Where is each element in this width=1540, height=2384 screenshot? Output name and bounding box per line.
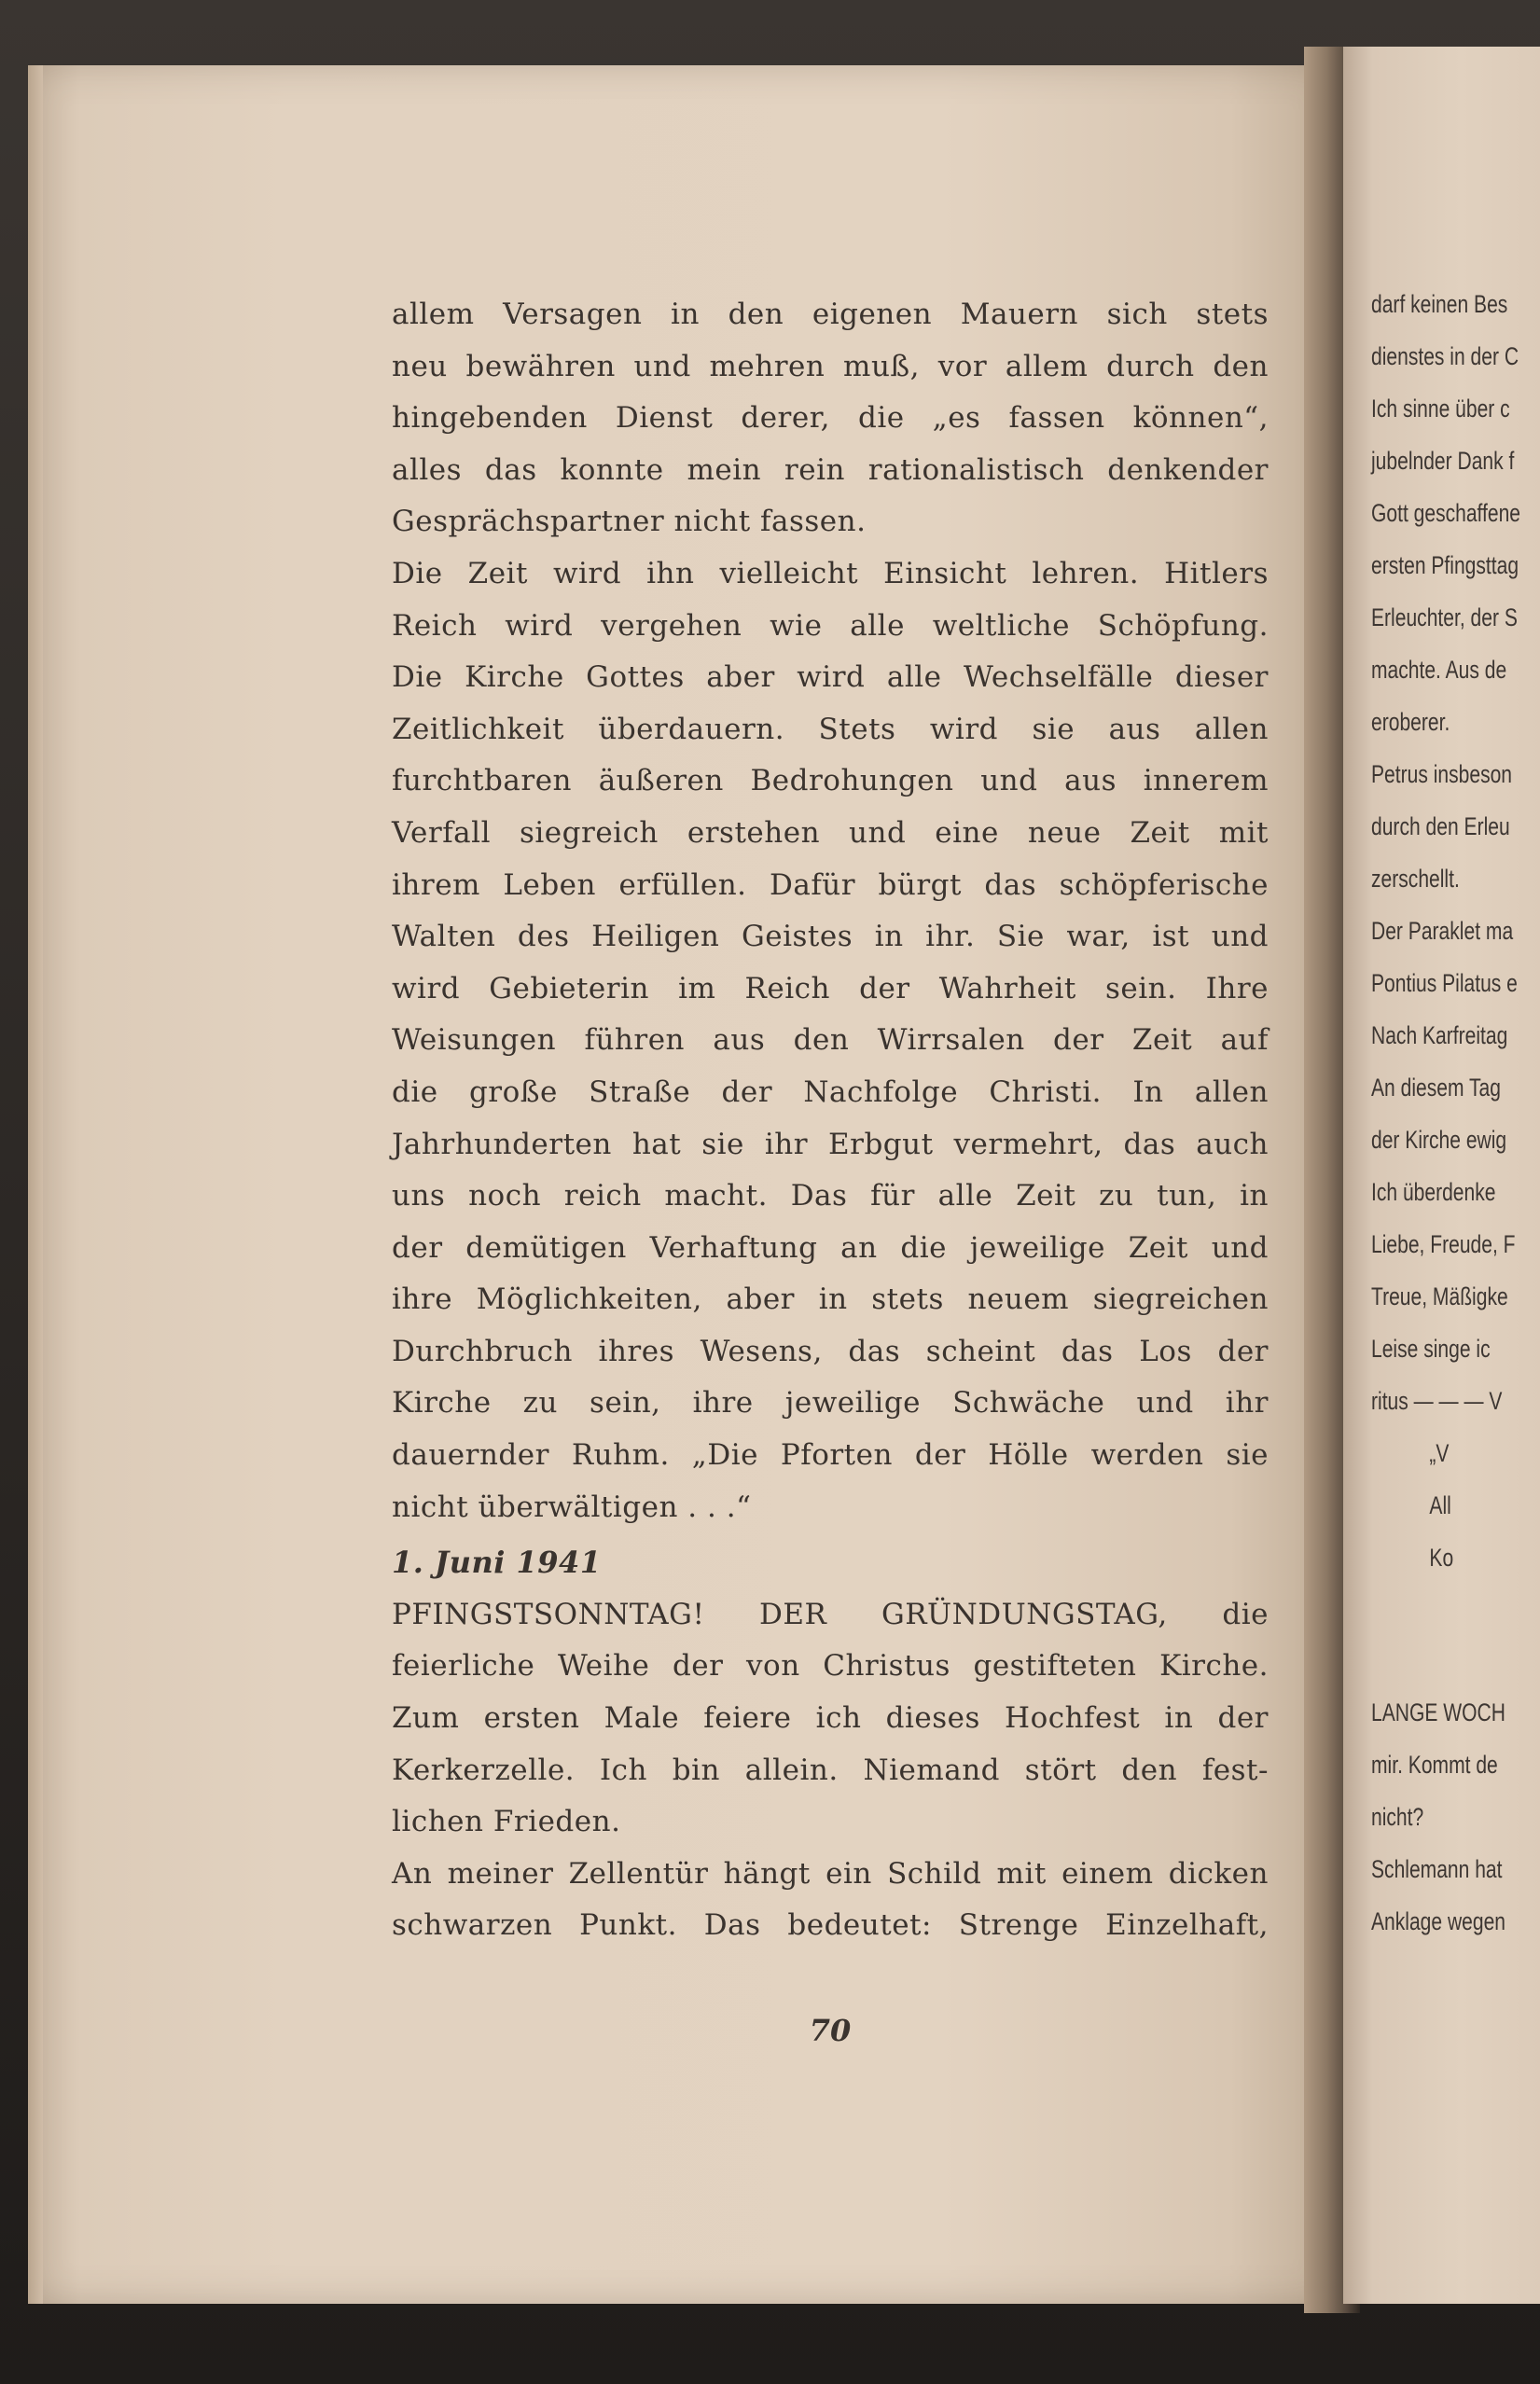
text-line: eroberer.	[1371, 708, 1450, 736]
text-line: Die Zeit wird ihn vielleicht Einsicht lehren. Hitlers	[392, 556, 1269, 590]
text-line: Walten des Heiligen Geistes in ihr. Sie war, ist und	[392, 920, 1269, 954]
text-line: An diesem Tag	[1371, 1074, 1501, 1102]
text-line: „V	[1429, 1439, 1450, 1467]
text-line: Der Paraklet ma	[1371, 917, 1514, 945]
text-line: Reich wird vergehen wie alle weltliche Schöpfung.	[392, 608, 1269, 643]
text-line: Petrus insbeson	[1371, 760, 1513, 788]
text-line: durch den Erleu	[1371, 812, 1510, 840]
text-line: An meiner Zellentür hängt ein Schild mit einem dicken	[392, 1856, 1269, 1891]
text-line: ersten Pfingsttag	[1371, 551, 1519, 579]
text-line: Anklage wegen	[1371, 1907, 1506, 1935]
page-number: 70	[809, 2013, 852, 2048]
text-line: Weisungen führen aus den Wirrsalen der Zeit auf	[392, 1023, 1269, 1058]
text-line: Nach Karfreitag	[1371, 1021, 1508, 1049]
text-line: Zum ersten Male feiere ich dieses Hochfest in der	[392, 1701, 1269, 1736]
text-line: hingebenden Dienst derer, die „es fassen können“,	[392, 401, 1269, 436]
text-line: dauernder Ruhm. „Die Pforten der Hölle werden sie	[392, 1438, 1269, 1473]
text-line: Schlemann hat	[1371, 1855, 1503, 1883]
text-line: dienstes in der C	[1371, 342, 1519, 370]
text-line: Liebe, Freude, F	[1371, 1230, 1516, 1258]
text-line: darf keinen Bes	[1371, 290, 1508, 318]
text-line: mir. Kommt de	[1371, 1751, 1498, 1779]
text-line: Pontius Pilatus e	[1371, 969, 1518, 997]
text-line: Verfall siegreich erstehen und eine neue Zeit mit	[392, 815, 1269, 850]
text-line: Ich überdenke	[1371, 1178, 1496, 1206]
date-heading: 1. Juni 1941	[392, 1545, 602, 1581]
right-page	[1343, 47, 1540, 2304]
text-line: schwarzen Punkt. Das bedeutet: Strenge Einzelhaft,	[392, 1908, 1269, 1943]
text-line: Kirche zu sein, ihre jeweilige Schwäche und ihr	[392, 1386, 1269, 1421]
text-line: uns noch reich macht. Das für alle Zeit zu tun, in	[392, 1179, 1269, 1213]
text-line: Durchbruch ihres Wesens, das scheint das Los der	[392, 1334, 1269, 1368]
text-line: Erleuchter, der S	[1371, 603, 1518, 631]
spacer	[1371, 1584, 1532, 1686]
text-line: nicht?	[1371, 1803, 1424, 1831]
text-line: jubelnder Dank f	[1371, 447, 1515, 475]
text-line: zerschellt.	[1371, 865, 1460, 893]
text-line: Leise singe ic	[1371, 1335, 1491, 1363]
text-line: lichen Frieden.	[392, 1805, 621, 1839]
text-line: der demütigen Verhaftung an die jeweilige Zeit und	[392, 1230, 1269, 1265]
text-line: ritus — — — V	[1371, 1387, 1503, 1415]
text-line: Jahrhunderten hat sie ihr Erbgut vermehrt, das auch	[392, 1127, 1269, 1161]
text-line: All	[1429, 1491, 1451, 1519]
text-line: alles das konnte mein rein rationalistisch denkender	[392, 452, 1269, 487]
text-line: die große Straße der Nachfolge Christi. In allen	[392, 1074, 1269, 1109]
left-page-text	[392, 289, 1269, 1952]
text-line: wird Gebieterin im Reich der Wahrheit sein. Ihre	[392, 971, 1269, 1005]
text-line: ihrem Leben erfüllen. Dafür bürgt das schöpferische	[392, 867, 1269, 902]
text-line: Die Kirche Gottes aber wird alle Wechselfälle dieser	[392, 660, 1269, 695]
text-line: allem Versagen in den eigenen Mauern sich stets	[392, 298, 1269, 331]
page-edge	[28, 65, 43, 2304]
text-line: Kerkerzelle. Ich bin allein. Niemand stört den fest-	[392, 1753, 1269, 1787]
text-line: Ich sinne über c	[1371, 395, 1510, 423]
text-line: Treue, Mäßigke	[1371, 1282, 1508, 1310]
text-line: nicht überwältigen . . .“	[392, 1490, 752, 1524]
text-line: furchtbaren äußeren Bedrohungen und aus innerem	[392, 764, 1269, 798]
text-line: neu bewähren und mehren muß, vor allem durch den	[392, 349, 1269, 383]
text-line: PFINGSTSONNTAG! DER GRÜNDUNGSTAG, die	[392, 1597, 1269, 1631]
right-page-text	[1371, 278, 1532, 1947]
text-line: feierliche Weihe der von Christus gestifteten Kirche.	[392, 1649, 1269, 1684]
text-line: ihre Möglichkeiten, aber in stets neuem siegreichen	[392, 1282, 1269, 1317]
text-line: der Kirche ewig	[1371, 1126, 1507, 1154]
text-line: Zeitlichkeit überdauern. Stets wird sie aus allen	[392, 712, 1269, 746]
text-line: machte. Aus de	[1371, 656, 1507, 684]
text-line: Gott geschaffene	[1371, 499, 1521, 527]
text-line: LANGE WOCH	[1371, 1698, 1505, 1726]
text-line: Gesprächspartner nicht fassen.	[392, 505, 867, 539]
text-line: Ko	[1429, 1544, 1454, 1572]
